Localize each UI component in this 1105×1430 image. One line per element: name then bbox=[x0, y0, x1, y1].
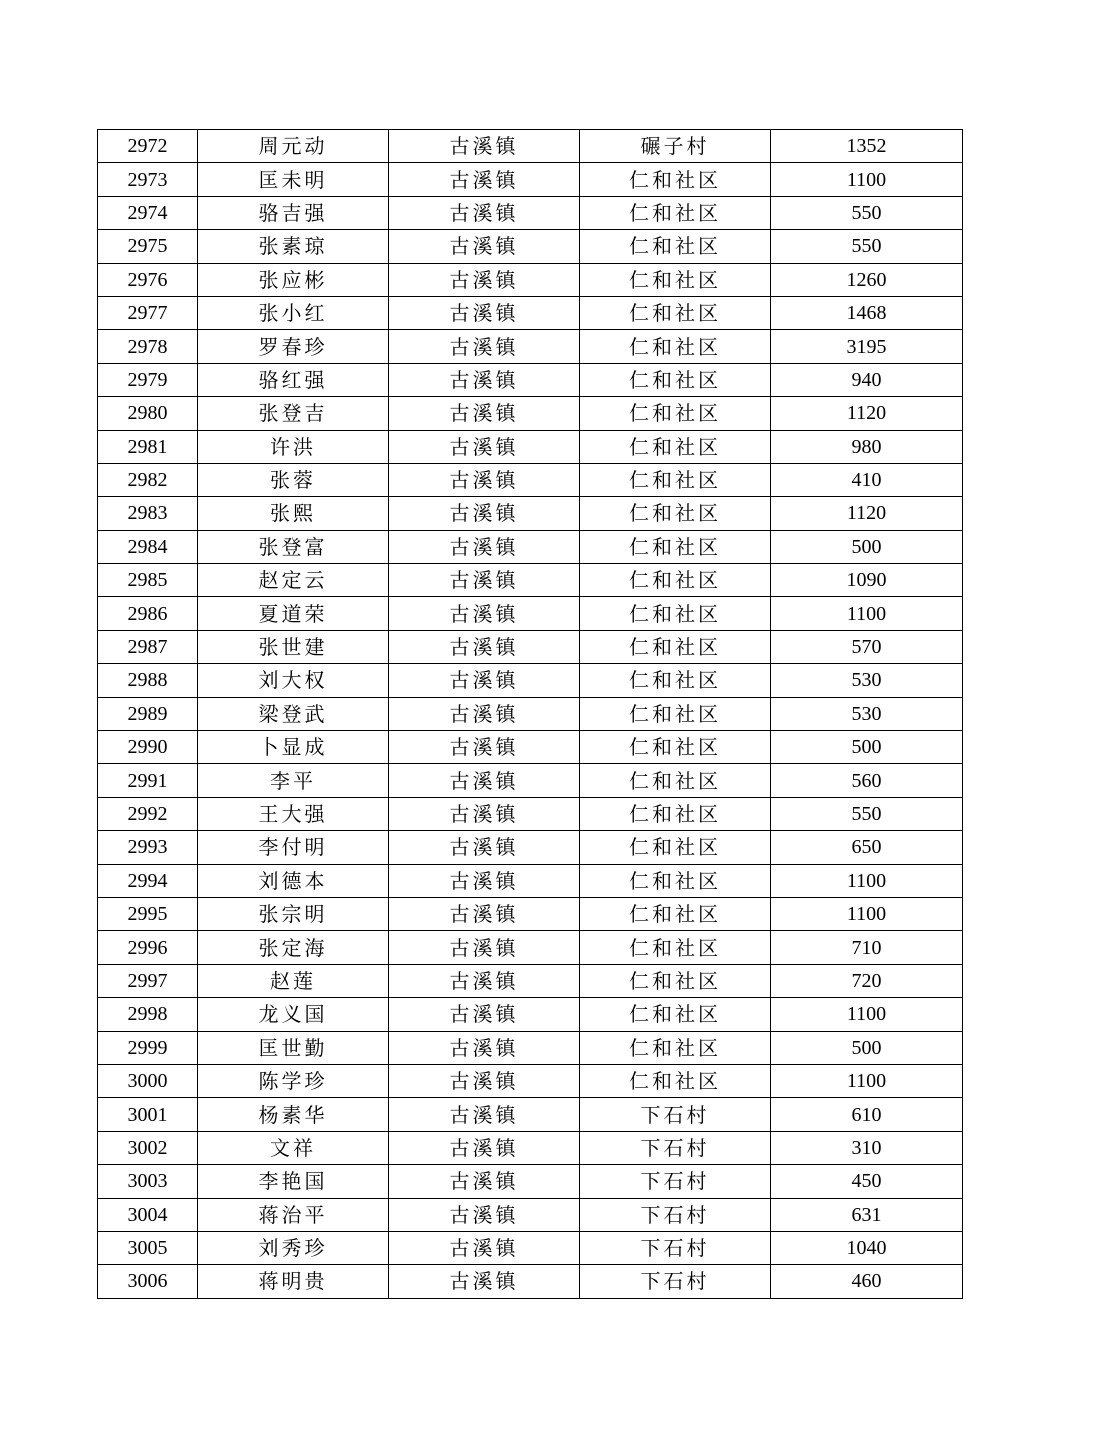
cell-village: 仁和社区 bbox=[580, 764, 771, 797]
table-row bbox=[98, 1098, 963, 1131]
cell-name: 赵莲 bbox=[198, 964, 389, 997]
data-table bbox=[97, 129, 963, 1299]
cell-amount: 550 bbox=[771, 797, 963, 830]
cell-number: 2984 bbox=[98, 530, 198, 563]
cell-number: 2995 bbox=[98, 897, 198, 930]
cell-name: 刘大权 bbox=[198, 664, 389, 697]
cell-amount: 1120 bbox=[771, 397, 963, 430]
cell-village: 仁和社区 bbox=[580, 597, 771, 630]
cell-amount: 570 bbox=[771, 630, 963, 663]
cell-amount: 720 bbox=[771, 964, 963, 997]
cell-amount: 460 bbox=[771, 1265, 963, 1298]
cell-name: 赵定云 bbox=[198, 564, 389, 597]
cell-name: 张应彬 bbox=[198, 263, 389, 296]
cell-town: 古溪镇 bbox=[389, 864, 580, 897]
cell-number: 2993 bbox=[98, 831, 198, 864]
table-row bbox=[98, 497, 963, 530]
cell-village: 下石村 bbox=[580, 1265, 771, 1298]
cell-name: 卜显成 bbox=[198, 731, 389, 764]
table-row bbox=[98, 731, 963, 764]
cell-amount: 410 bbox=[771, 463, 963, 496]
cell-name: 骆吉强 bbox=[198, 196, 389, 229]
cell-town: 古溪镇 bbox=[389, 1064, 580, 1097]
table-row bbox=[98, 1265, 963, 1298]
cell-amount: 1040 bbox=[771, 1231, 963, 1264]
cell-village: 仁和社区 bbox=[580, 530, 771, 563]
cell-amount: 1100 bbox=[771, 597, 963, 630]
cell-name: 刘德本 bbox=[198, 864, 389, 897]
cell-amount: 1100 bbox=[771, 998, 963, 1031]
cell-name: 李平 bbox=[198, 764, 389, 797]
cell-village: 下石村 bbox=[580, 1165, 771, 1198]
cell-town: 古溪镇 bbox=[389, 130, 580, 163]
cell-amount: 1090 bbox=[771, 564, 963, 597]
cell-name: 李艳国 bbox=[198, 1165, 389, 1198]
cell-village: 仁和社区 bbox=[580, 664, 771, 697]
cell-village: 碾子村 bbox=[580, 130, 771, 163]
cell-village: 仁和社区 bbox=[580, 731, 771, 764]
cell-village: 仁和社区 bbox=[580, 196, 771, 229]
cell-name: 李付明 bbox=[198, 831, 389, 864]
cell-amount: 1100 bbox=[771, 1064, 963, 1097]
cell-number: 2973 bbox=[98, 163, 198, 196]
cell-town: 古溪镇 bbox=[389, 1031, 580, 1064]
cell-number: 3002 bbox=[98, 1131, 198, 1164]
cell-number: 2994 bbox=[98, 864, 198, 897]
cell-name: 梁登武 bbox=[198, 697, 389, 730]
cell-number: 2997 bbox=[98, 964, 198, 997]
cell-amount: 500 bbox=[771, 1031, 963, 1064]
cell-number: 2972 bbox=[98, 130, 198, 163]
cell-number: 3003 bbox=[98, 1165, 198, 1198]
cell-town: 古溪镇 bbox=[389, 697, 580, 730]
table-row bbox=[98, 130, 963, 163]
table-row bbox=[98, 530, 963, 563]
cell-amount: 631 bbox=[771, 1198, 963, 1231]
table-row bbox=[98, 1131, 963, 1164]
cell-village: 仁和社区 bbox=[580, 163, 771, 196]
cell-town: 古溪镇 bbox=[389, 964, 580, 997]
cell-amount: 1100 bbox=[771, 897, 963, 930]
cell-name: 陈学珍 bbox=[198, 1064, 389, 1097]
cell-amount: 1120 bbox=[771, 497, 963, 530]
table-row bbox=[98, 864, 963, 897]
cell-name: 龙义国 bbox=[198, 998, 389, 1031]
cell-village: 仁和社区 bbox=[580, 998, 771, 1031]
cell-village: 下石村 bbox=[580, 1198, 771, 1231]
cell-town: 古溪镇 bbox=[389, 731, 580, 764]
table-row bbox=[98, 931, 963, 964]
cell-town: 古溪镇 bbox=[389, 230, 580, 263]
table-row bbox=[98, 664, 963, 697]
cell-name: 骆红强 bbox=[198, 363, 389, 396]
cell-amount: 560 bbox=[771, 764, 963, 797]
cell-name: 匡世勤 bbox=[198, 1031, 389, 1064]
cell-number: 2989 bbox=[98, 697, 198, 730]
table-row bbox=[98, 163, 963, 196]
cell-town: 古溪镇 bbox=[389, 998, 580, 1031]
cell-village: 仁和社区 bbox=[580, 864, 771, 897]
cell-name: 许洪 bbox=[198, 430, 389, 463]
cell-village: 仁和社区 bbox=[580, 296, 771, 329]
cell-town: 古溪镇 bbox=[389, 1098, 580, 1131]
cell-amount: 710 bbox=[771, 931, 963, 964]
cell-village: 仁和社区 bbox=[580, 931, 771, 964]
cell-town: 古溪镇 bbox=[389, 831, 580, 864]
cell-town: 古溪镇 bbox=[389, 1165, 580, 1198]
cell-town: 古溪镇 bbox=[389, 363, 580, 396]
cell-number: 2977 bbox=[98, 296, 198, 329]
cell-name: 蒋治平 bbox=[198, 1198, 389, 1231]
cell-amount: 980 bbox=[771, 430, 963, 463]
cell-amount: 940 bbox=[771, 363, 963, 396]
cell-number: 3000 bbox=[98, 1064, 198, 1097]
table-row bbox=[98, 597, 963, 630]
cell-amount: 1352 bbox=[771, 130, 963, 163]
cell-amount: 310 bbox=[771, 1131, 963, 1164]
table-row bbox=[98, 263, 963, 296]
cell-village: 仁和社区 bbox=[580, 1064, 771, 1097]
cell-number: 2975 bbox=[98, 230, 198, 263]
cell-amount: 3195 bbox=[771, 330, 963, 363]
cell-number: 2991 bbox=[98, 764, 198, 797]
cell-number: 2978 bbox=[98, 330, 198, 363]
cell-village: 仁和社区 bbox=[580, 497, 771, 530]
cell-name: 文祥 bbox=[198, 1131, 389, 1164]
table-row bbox=[98, 630, 963, 663]
table-row bbox=[98, 564, 963, 597]
cell-number: 2988 bbox=[98, 664, 198, 697]
cell-number: 2976 bbox=[98, 263, 198, 296]
table-row bbox=[98, 1064, 963, 1097]
cell-name: 张登富 bbox=[198, 530, 389, 563]
cell-number: 3005 bbox=[98, 1231, 198, 1264]
cell-village: 下石村 bbox=[580, 1098, 771, 1131]
cell-name: 夏道荣 bbox=[198, 597, 389, 630]
table-row bbox=[98, 964, 963, 997]
cell-town: 古溪镇 bbox=[389, 897, 580, 930]
cell-number: 2987 bbox=[98, 630, 198, 663]
table-row bbox=[98, 1231, 963, 1264]
cell-number: 2981 bbox=[98, 430, 198, 463]
cell-village: 仁和社区 bbox=[580, 697, 771, 730]
cell-town: 古溪镇 bbox=[389, 463, 580, 496]
cell-village: 仁和社区 bbox=[580, 964, 771, 997]
table-row bbox=[98, 831, 963, 864]
cell-number: 2998 bbox=[98, 998, 198, 1031]
cell-town: 古溪镇 bbox=[389, 797, 580, 830]
table-row bbox=[98, 363, 963, 396]
table-row bbox=[98, 463, 963, 496]
cell-number: 2990 bbox=[98, 731, 198, 764]
cell-name: 张宗明 bbox=[198, 897, 389, 930]
cell-town: 古溪镇 bbox=[389, 530, 580, 563]
cell-town: 古溪镇 bbox=[389, 430, 580, 463]
cell-village: 仁和社区 bbox=[580, 463, 771, 496]
cell-number: 3004 bbox=[98, 1198, 198, 1231]
cell-name: 张蓉 bbox=[198, 463, 389, 496]
table-row bbox=[98, 230, 963, 263]
cell-town: 古溪镇 bbox=[389, 764, 580, 797]
cell-town: 古溪镇 bbox=[389, 1265, 580, 1298]
table-row bbox=[98, 296, 963, 329]
cell-amount: 550 bbox=[771, 196, 963, 229]
cell-number: 2992 bbox=[98, 797, 198, 830]
cell-name: 张熙 bbox=[198, 497, 389, 530]
cell-name: 周元动 bbox=[198, 130, 389, 163]
table-row bbox=[98, 1165, 963, 1198]
cell-town: 古溪镇 bbox=[389, 597, 580, 630]
cell-town: 古溪镇 bbox=[389, 564, 580, 597]
cell-town: 古溪镇 bbox=[389, 1231, 580, 1264]
table-row bbox=[98, 430, 963, 463]
cell-amount: 610 bbox=[771, 1098, 963, 1131]
table-row bbox=[98, 697, 963, 730]
cell-town: 古溪镇 bbox=[389, 296, 580, 329]
cell-village: 仁和社区 bbox=[580, 897, 771, 930]
cell-town: 古溪镇 bbox=[389, 664, 580, 697]
cell-village: 仁和社区 bbox=[580, 230, 771, 263]
cell-village: 仁和社区 bbox=[580, 1031, 771, 1064]
cell-town: 古溪镇 bbox=[389, 330, 580, 363]
table-row bbox=[98, 998, 963, 1031]
table-row bbox=[98, 397, 963, 430]
cell-village: 仁和社区 bbox=[580, 263, 771, 296]
table-body bbox=[98, 130, 963, 1299]
cell-amount: 1468 bbox=[771, 296, 963, 329]
table-row bbox=[98, 196, 963, 229]
cell-name: 张小红 bbox=[198, 296, 389, 329]
cell-number: 2983 bbox=[98, 497, 198, 530]
cell-number: 2996 bbox=[98, 931, 198, 964]
cell-village: 仁和社区 bbox=[580, 363, 771, 396]
cell-amount: 1100 bbox=[771, 163, 963, 196]
cell-amount: 450 bbox=[771, 1165, 963, 1198]
cell-number: 2980 bbox=[98, 397, 198, 430]
cell-number: 2982 bbox=[98, 463, 198, 496]
cell-village: 仁和社区 bbox=[580, 564, 771, 597]
cell-name: 匡未明 bbox=[198, 163, 389, 196]
cell-name: 张世建 bbox=[198, 630, 389, 663]
table-row bbox=[98, 764, 963, 797]
cell-name: 杨素华 bbox=[198, 1098, 389, 1131]
cell-number: 3006 bbox=[98, 1265, 198, 1298]
cell-village: 仁和社区 bbox=[580, 831, 771, 864]
cell-number: 2986 bbox=[98, 597, 198, 630]
table-row bbox=[98, 1031, 963, 1064]
cell-name: 张登吉 bbox=[198, 397, 389, 430]
cell-village: 仁和社区 bbox=[580, 630, 771, 663]
cell-name: 刘秀珍 bbox=[198, 1231, 389, 1264]
cell-amount: 500 bbox=[771, 530, 963, 563]
cell-town: 古溪镇 bbox=[389, 163, 580, 196]
cell-number: 2979 bbox=[98, 363, 198, 396]
cell-number: 2999 bbox=[98, 1031, 198, 1064]
cell-village: 仁和社区 bbox=[580, 397, 771, 430]
table-row bbox=[98, 1198, 963, 1231]
cell-town: 古溪镇 bbox=[389, 497, 580, 530]
table-row bbox=[98, 897, 963, 930]
cell-amount: 530 bbox=[771, 664, 963, 697]
cell-name: 王大强 bbox=[198, 797, 389, 830]
cell-amount: 1260 bbox=[771, 263, 963, 296]
cell-village: 下石村 bbox=[580, 1131, 771, 1164]
cell-name: 张素琼 bbox=[198, 230, 389, 263]
cell-town: 古溪镇 bbox=[389, 397, 580, 430]
cell-name: 罗春珍 bbox=[198, 330, 389, 363]
cell-town: 古溪镇 bbox=[389, 931, 580, 964]
cell-amount: 550 bbox=[771, 230, 963, 263]
cell-number: 2974 bbox=[98, 196, 198, 229]
cell-town: 古溪镇 bbox=[389, 1131, 580, 1164]
cell-amount: 530 bbox=[771, 697, 963, 730]
cell-number: 3001 bbox=[98, 1098, 198, 1131]
cell-village: 下石村 bbox=[580, 1231, 771, 1264]
cell-town: 古溪镇 bbox=[389, 196, 580, 229]
table-row bbox=[98, 797, 963, 830]
cell-town: 古溪镇 bbox=[389, 1198, 580, 1231]
cell-town: 古溪镇 bbox=[389, 263, 580, 296]
cell-village: 仁和社区 bbox=[580, 430, 771, 463]
cell-number: 2985 bbox=[98, 564, 198, 597]
cell-amount: 500 bbox=[771, 731, 963, 764]
cell-amount: 650 bbox=[771, 831, 963, 864]
table-row bbox=[98, 330, 963, 363]
cell-name: 蒋明贵 bbox=[198, 1265, 389, 1298]
cell-village: 仁和社区 bbox=[580, 330, 771, 363]
cell-name: 张定海 bbox=[198, 931, 389, 964]
cell-town: 古溪镇 bbox=[389, 630, 580, 663]
cell-amount: 1100 bbox=[771, 864, 963, 897]
cell-village: 仁和社区 bbox=[580, 797, 771, 830]
